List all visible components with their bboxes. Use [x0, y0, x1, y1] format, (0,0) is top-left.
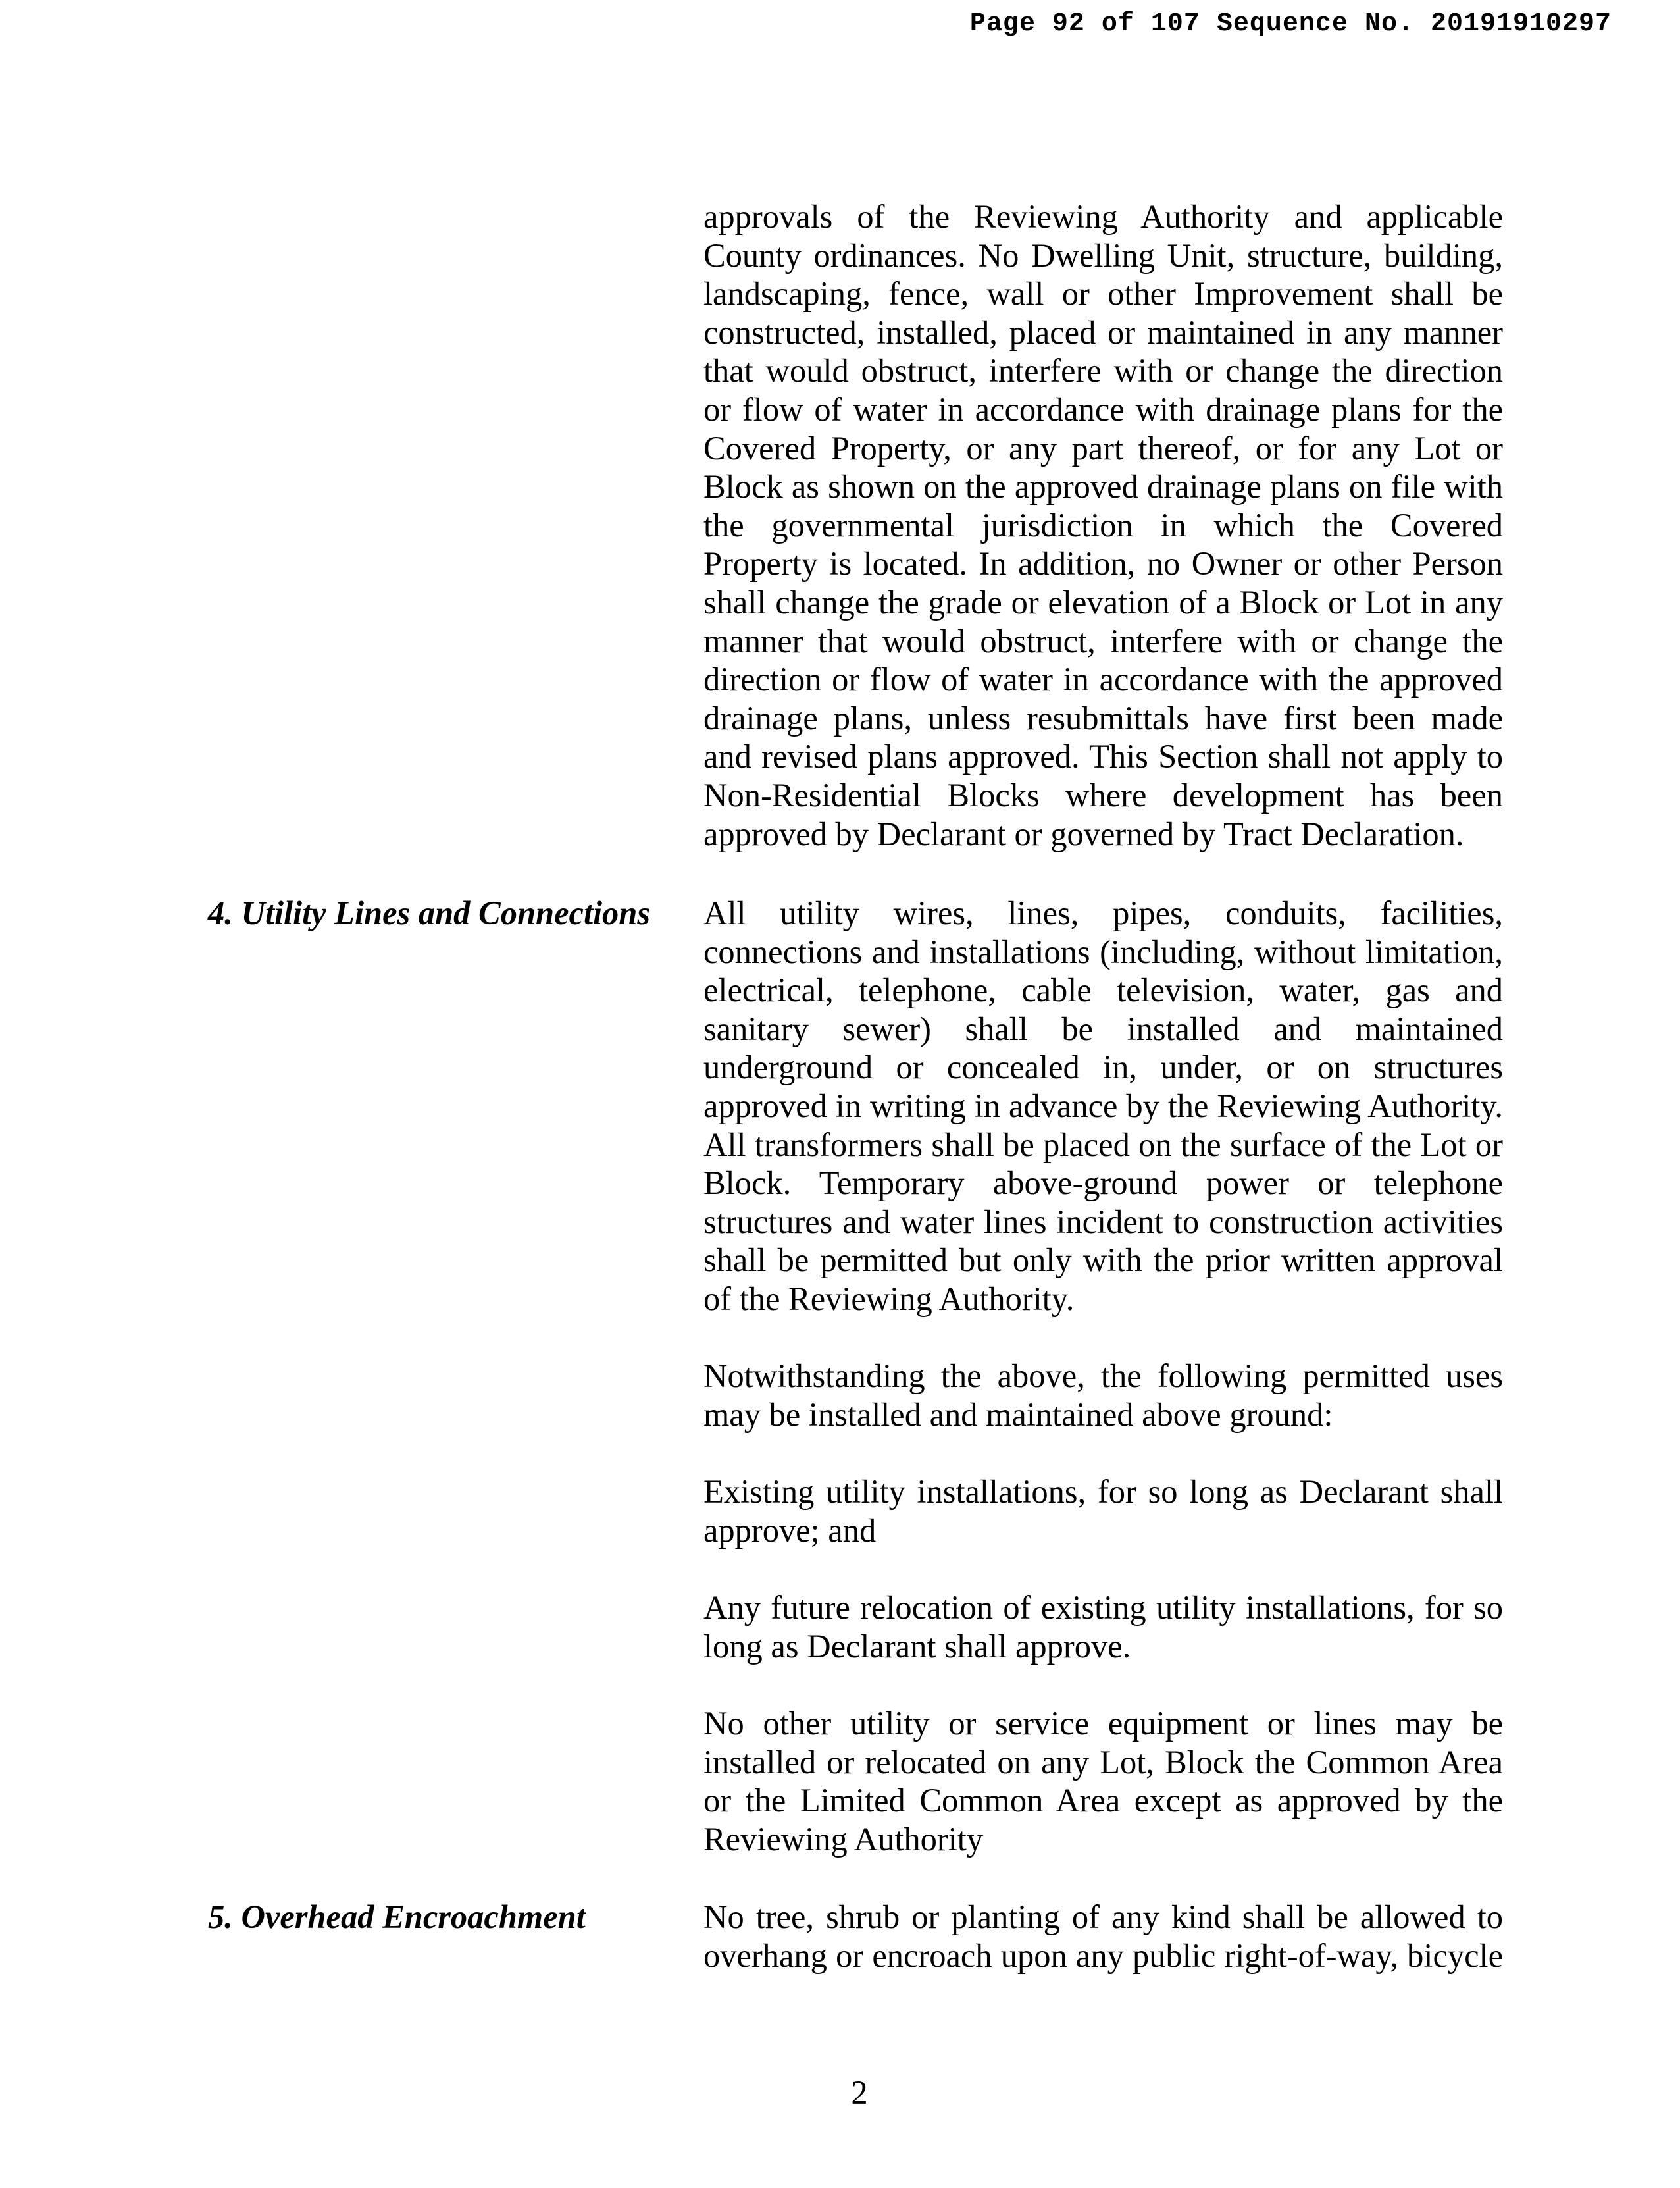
- page-sequence-header: Page 92 of 107 Sequence No. 20191910297: [969, 9, 1612, 39]
- drainage-section-continued-text: approvals of the Reviewing Authority and applicable County ordinances. No Dwelling Unit, structure, building, landscaping, fence, wall or other Improvement shall be constructed, installed, placed or maintained in any manner that would obstruct, interfere with or change the direction or flow of water in accordance with drainage plans for the Covered Property, or any part thereof, or for any Lot or Block as shown on the approved drainage plans on file with the governmental jurisdiction in which the Covered Property is located. In addition, no Owner or other Person shall change the grade or elevation of a Block or Lot in any manner that would obstruct, interfere with or change the direction or flow of water in accordance with the approved drainage plans, unless resubmittals have first been made and revised plans approved. This Section shall not apply to Non-Residential Blocks where development has been approved by Declarant or governed by Tract Declaration.: [703, 198, 1503, 852]
- overhead-encroachment-text: No tree, shrub or planting of any kind shall be allowed to overhang or encroach upon any public right-of-way, bicycle: [703, 1898, 1503, 1974]
- utility-lines-paragraph-2: Notwithstanding the above, the following permitted uses may be installed and maintained above ground:: [703, 1357, 1503, 1433]
- page-number: 2: [851, 2074, 868, 2111]
- utility-lines-paragraph-1: All utility wires, lines, pipes, conduits, facilities, connections and installations (including, without limitation, electrical, telephone, cable television, water, gas and sanitary sewer) shall be installed and maintained underground or concealed in, under, or on structures approved in writing in advance by the Reviewing Authority. All transformers shall be placed on the surface of the Lot or Block. Temporary above-ground power or telephone structures and water lines incident to construction activities shall be permitted but only with the prior written approval of the Reviewing Authority.: [703, 895, 1503, 1317]
- utility-lines-paragraph-3: Existing utility installations, for so long as Declarant shall approve; and: [703, 1473, 1503, 1549]
- utility-lines-paragraph-5: No other utility or service equipment or lines may be installed or relocated on any Lot, Block the Common Area or the Limited Common Area except as approved by the Reviewing Authority: [703, 1705, 1503, 1858]
- overhead-encroachment-heading: 5. Overhead Encroachment: [208, 1898, 586, 1935]
- utility-lines-heading: 4. Utility Lines and Connections: [208, 895, 651, 931]
- utility-lines-paragraph-4: Any future relocation of existing utility installations, for so long as Declarant shall approve.: [703, 1589, 1503, 1665]
